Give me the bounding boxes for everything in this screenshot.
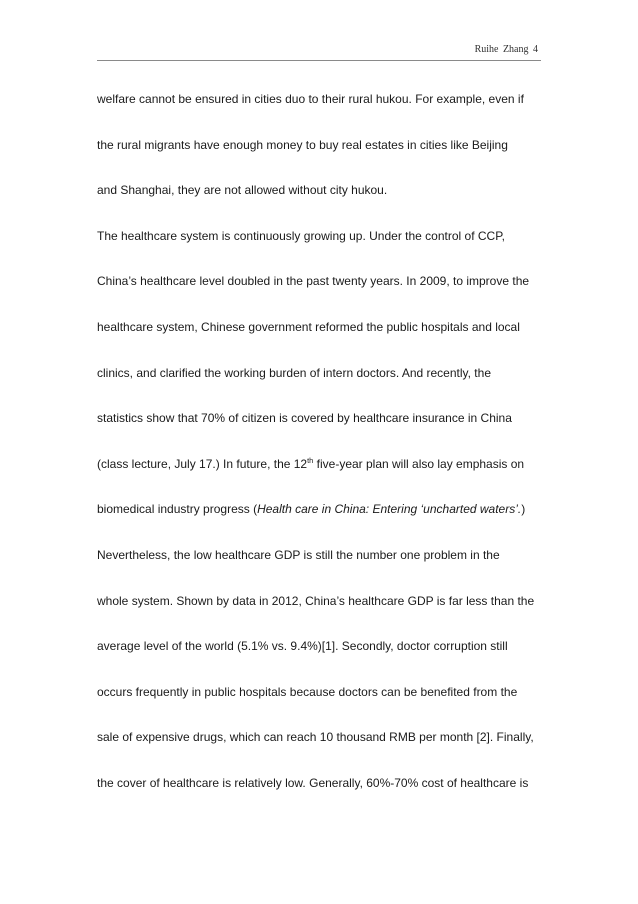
body-line-4: The healthcare system is continuously growing up. Under the control of CCP, — [97, 228, 505, 243]
body-line-10 — [97, 487, 525, 533]
body-line-1: welfare cannot be ensured in cities duo to their rural hukou. For example, even if — [97, 92, 524, 106]
body-line-7: clinics, and clarified the working burden of intern doctors. And recently, the — [97, 365, 491, 380]
body-line-9-text: (class lecture, July 17.) In future, the 12 — [97, 456, 308, 471]
body-line-3: and Shanghai, they are not allowed without city hukou. — [97, 183, 388, 198]
body-line-11: Nevertheless, the low healthcare GDP is still the number one problem in the — [97, 547, 500, 562]
body-line-5: China’s healthcare level doubled in the past twenty years. In 2009, to improve the — [97, 274, 530, 289]
body-line-8: statistics show that 70% of citizen is covered by healthcare insurance in China — [97, 411, 512, 426]
ordinal-superscript: th — [307, 455, 314, 465]
body-line-12: whole system. Shown by data in 2012, China’s healthcare GDP is far less than the — [97, 593, 535, 608]
body-line-15: sale of expensive drugs, which can reach 10 thousand RMB per month [2]. Finally, — [97, 730, 534, 745]
body-line-10-text-cont: ) — [521, 502, 526, 517]
citation-title: Health care in China: Entering ‘uncharted waters’. — [257, 502, 522, 517]
body-line-14: occurs frequently in public hospitals because doctors can be benefited from the — [97, 684, 518, 699]
running-head: Ruihe Zhang 4 — [474, 44, 538, 55]
body-line-9 — [97, 442, 524, 488]
body-line-9-text-cont: five-year plan will also lay emphasis on — [313, 456, 525, 471]
header-rule — [97, 60, 541, 61]
body-line-16: the cover of healthcare is relatively low. Generally, 60%-70% cost of healthcare is — [97, 775, 529, 790]
body-line-2: the rural migrants have enough money to buy real estates in cities like Beijing — [97, 137, 508, 152]
body-line-10-text: biomedical industry progress ( — [97, 502, 258, 517]
body-text — [97, 77, 541, 807]
body-line-6: healthcare system, Chinese government reformed the public hospitals and local — [97, 319, 520, 334]
body-line-13: average level of the world (5.1% vs. 9.4%)[1]. Secondly, doctor corruption still — [97, 639, 508, 654]
